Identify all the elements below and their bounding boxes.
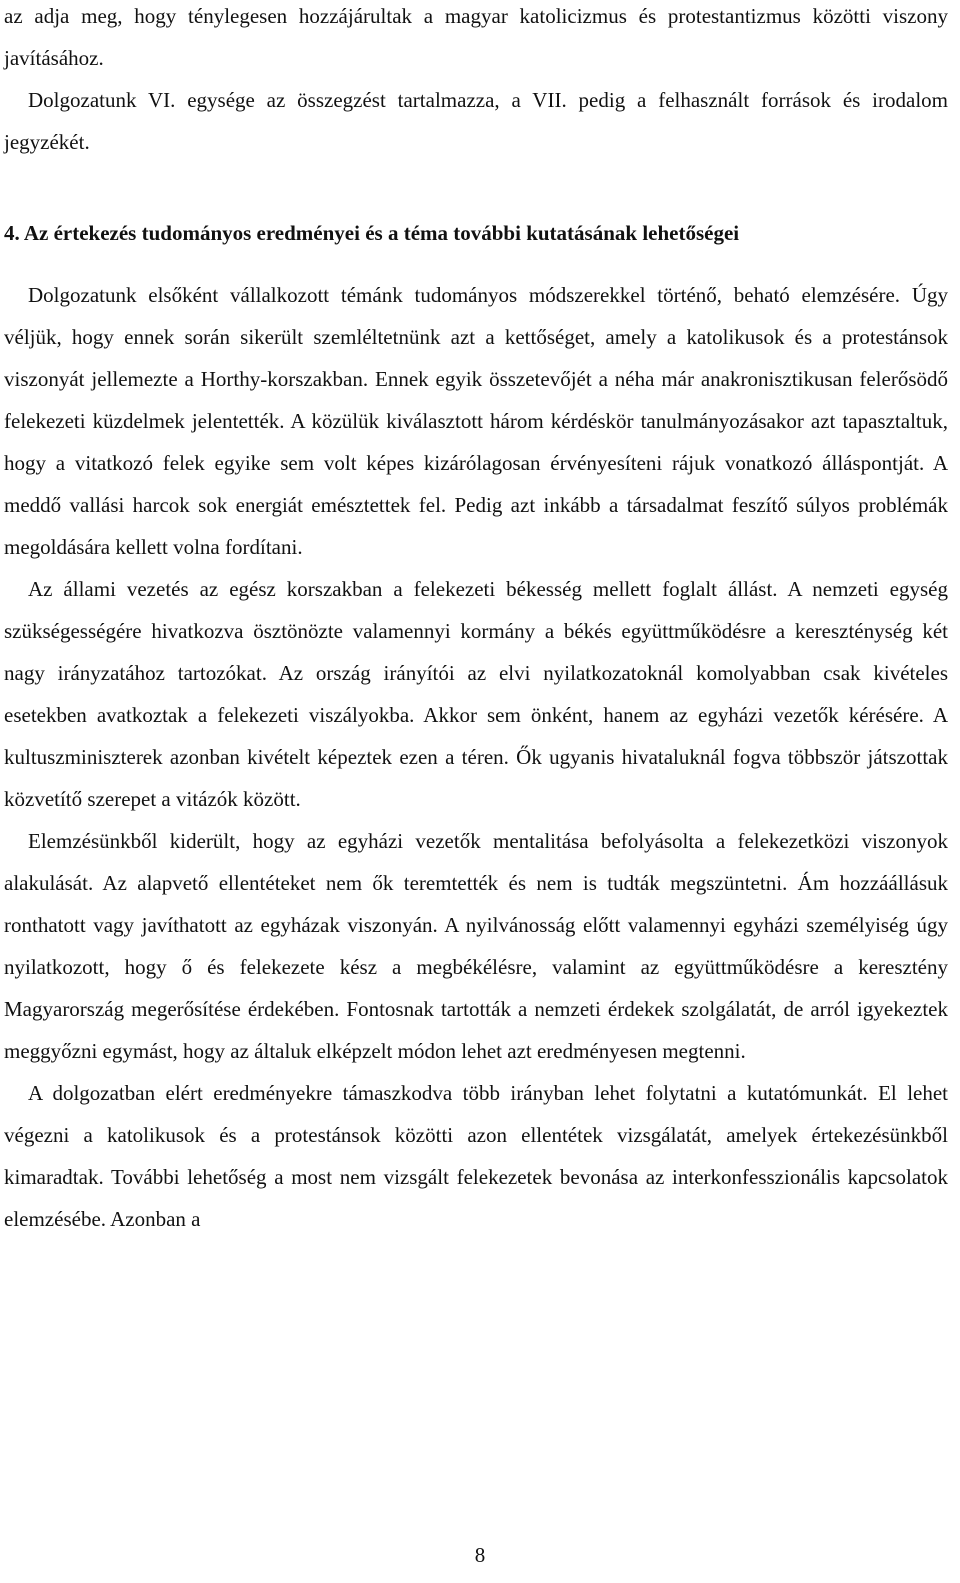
- intro-paragraph-structure: Dolgozatunk VI. egysége az összegzést tartalmazza, a VII. pedig a felhasznált források és irodalom jegyzékét.: [4, 88, 948, 154]
- body-paragraph: Dolgozatunk elsőként vállalkozott témánk tudományos módszerekkel történő, beható elemzésére. Úgy véljük, hogy ennek során sikerült szemléltetnünk azt a kettőséget, amely a katolikusok és a protestánsok viszonyát jellemezte a Horthy-korszakban. Ennek egyik összetevőjét a néha már anakronisztikusan felerősödő felekezeti küzdelmek jelentették. A közülük kiválasztott három kérdéskör tanulmányozásakor azt tapasztaltuk, hogy a vitatkozó felek egyike sem volt képes kizárólagosan érvényesíteni rájuk vonatkozó álláspontját. A meddő vallási harcok sok energiát emésztettek fel. Pedig azt inkább a társadalmat feszítő súlyos problémák megoldására kellett volna fordítani.: [4, 283, 948, 559]
- intro-text: [4, 0, 948, 163]
- body-paragraph: Elemzésünkből kiderült, hogy az egyházi vezetők mentalitása befolyásolta a felekezetközi viszonyok alakulását. Az alapvető ellentéteket nem ők teremtették és nem is tudták megszüntetni. Ám hozzáállásuk ronthatott vagy javíthatott az egyházak viszonyán. A nyilvánosság előtt valamennyi egyházi személyiség úgy nyilatkozott, hogy ő és felekezete kész a megbékélésre, valamint az együttműködésre a keresztény Magyarország megerősítése érdekében. Fontosnak tartották a nemzeti érdekek szolgálatát, de arról igyekeztek meggyőzni egymást, hogy az általuk elképzelt módon lehet azt eredményesen megtenni.: [4, 829, 948, 1063]
- section-heading: 4. Az értekezés tudományos eredményei és a téma további kutatásának lehetőségei: [4, 221, 740, 245]
- intro-paragraph-continuation: az adja meg, hogy ténylegesen hozzájárultak a magyar katolicizmus és protestantizmus közötti viszony javításához.: [4, 4, 948, 70]
- section-body: [4, 274, 948, 1240]
- body-paragraph: Az állami vezetés az egész korszakban a felekezeti békesség mellett foglalt állást. A nemzeti egység szükségességére hivatkozva ösztönözte valamennyi kormány a békés együttműködésre a kereszténység két nagy irányzatához tartozókat. Az ország irányítói az elvi nyilatkozatoknál komolyabban csak kivételes esetekben avatkoztak a felekezeti viszályokba. Akkor sem önként, hanem az egyházi vezetők kérésére. A kultuszminiszterek azonban kivételt képeztek ezen a téren. Ők ugyanis hivataluknál fogva többször játszottak közvetítő szerepet a vitázók között.: [4, 577, 948, 811]
- body-paragraph: A dolgozatban elért eredményekre támaszkodva több irányban lehet folytatni a kutatómunkát. El lehet végezni a katolikusok és a protestánsok közötti azon ellentétek vizsgálatát, amelyek értekezésünkből kimaradtak. További lehetőség a most nem vizsgált felekezetek bevonása az interkonfesszionális kapcsolatok elemzésébe. Azonban a: [4, 1081, 948, 1231]
- page-number: 8: [474, 1543, 486, 1567]
